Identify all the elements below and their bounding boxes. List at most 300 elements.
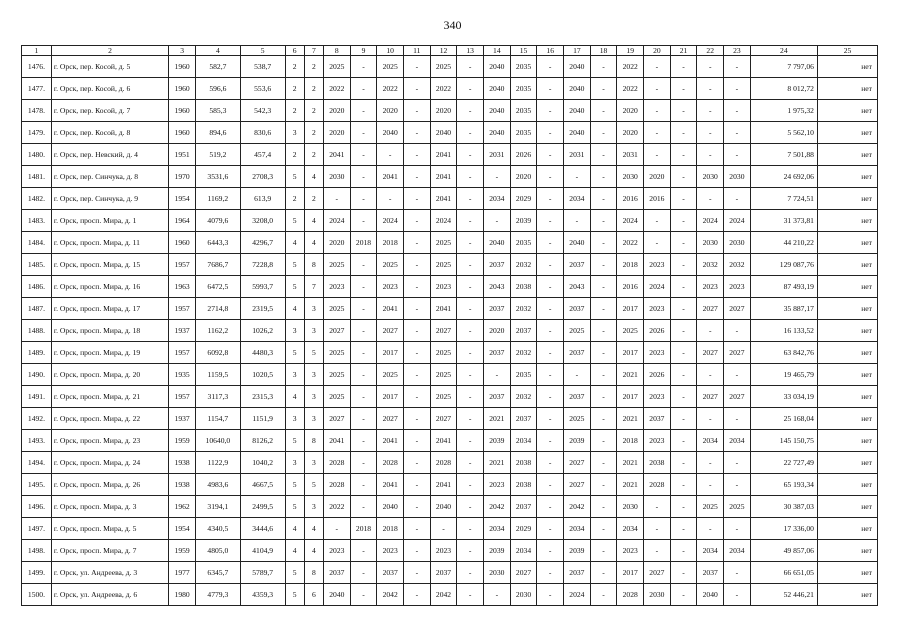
table-cell: 2018	[350, 518, 377, 540]
table-cell: нет	[817, 408, 877, 430]
table-cell: 2029	[510, 188, 537, 210]
table-cell: -	[697, 122, 724, 144]
address-cell: г. Орск, просп. Мира, д. 15	[51, 254, 168, 276]
table-cell: 538,7	[240, 56, 285, 78]
table-cell: 2037	[510, 320, 537, 342]
table-cell: 2042	[484, 496, 511, 518]
table-cell: 2031	[617, 144, 644, 166]
table-cell: -	[590, 298, 617, 320]
table-row	[22, 342, 878, 364]
table-cell: 2025	[323, 386, 350, 408]
row-number-cell: 1495.	[22, 474, 52, 496]
table-row	[22, 232, 878, 254]
table-cell: -	[697, 78, 724, 100]
column-header-23: 23	[724, 46, 751, 56]
table-cell: 2040	[484, 100, 511, 122]
table-cell: нет	[817, 496, 877, 518]
table-cell: 3	[285, 364, 304, 386]
table-cell: 2018	[617, 430, 644, 452]
table-cell: -	[697, 144, 724, 166]
table-cell: 2499,5	[240, 496, 285, 518]
table-cell: -	[724, 56, 751, 78]
table-cell: 2016	[644, 188, 671, 210]
table-cell: -	[350, 452, 377, 474]
table-cell: 3	[304, 320, 323, 342]
table-cell: -	[724, 188, 751, 210]
table-cell: -	[350, 364, 377, 386]
table-row	[22, 452, 878, 474]
table-cell: 2025	[377, 56, 404, 78]
table-cell: -	[537, 364, 564, 386]
table-cell: 2022	[617, 78, 644, 100]
table-cell: 2020	[510, 166, 537, 188]
table-cell: 2037	[484, 386, 511, 408]
table-cell: 2023	[644, 298, 671, 320]
table-cell: 35 887,17	[750, 298, 817, 320]
table-cell: 2041	[430, 166, 457, 188]
table-cell: 2708,3	[240, 166, 285, 188]
table-cell: 129 087,76	[750, 254, 817, 276]
table-cell: 2029	[510, 518, 537, 540]
table-cell: -	[350, 254, 377, 276]
table-cell: 2030	[724, 166, 751, 188]
table-cell: 2017	[377, 342, 404, 364]
table-cell: 2040	[564, 56, 591, 78]
table-cell: 596,6	[195, 78, 240, 100]
table-cell: -	[404, 188, 431, 210]
column-header-7: 7	[304, 46, 323, 56]
table-cell: -	[350, 584, 377, 606]
table-cell: 2018	[377, 518, 404, 540]
table-cell: -	[457, 144, 484, 166]
table-cell: 8	[304, 254, 323, 276]
table-cell: 2025	[377, 364, 404, 386]
table-cell: 2027	[697, 298, 724, 320]
table-cell: -	[670, 232, 697, 254]
table-cell: -	[564, 210, 591, 232]
table-cell: -	[724, 408, 751, 430]
table-cell: 2034	[510, 430, 537, 452]
table-cell: -	[537, 386, 564, 408]
table-cell: 2040	[323, 584, 350, 606]
table-cell: 2037	[564, 386, 591, 408]
table-cell: -	[670, 518, 697, 540]
housing-table	[21, 45, 878, 606]
table-cell: 2021	[617, 452, 644, 474]
table-cell: -	[484, 584, 511, 606]
header-row	[22, 46, 878, 56]
table-cell: -	[350, 122, 377, 144]
column-header-3: 3	[169, 46, 196, 56]
table-cell: 2040	[484, 56, 511, 78]
table-cell: нет	[817, 584, 877, 606]
table-cell: -	[404, 78, 431, 100]
table-cell: 2017	[617, 386, 644, 408]
table-cell: -	[537, 78, 564, 100]
table-cell: 33 034,19	[750, 386, 817, 408]
table-cell: -	[537, 496, 564, 518]
address-cell: г. Орск, просп. Мира, д. 5	[51, 518, 168, 540]
address-cell: г. Орск, просп. Мира, д. 11	[51, 232, 168, 254]
table-cell: -	[590, 430, 617, 452]
row-number-cell: 1483.	[22, 210, 52, 232]
table-cell: нет	[817, 540, 877, 562]
table-cell: -	[350, 408, 377, 430]
table-cell: -	[670, 78, 697, 100]
table-cell: -	[590, 232, 617, 254]
table-cell: 2037	[564, 254, 591, 276]
table-row	[22, 56, 878, 78]
table-cell: нет	[817, 188, 877, 210]
table-cell: -	[457, 386, 484, 408]
table-cell: 3	[285, 408, 304, 430]
table-cell: 553,6	[240, 78, 285, 100]
address-cell: г. Орск, просп. Мира, д. 7	[51, 540, 168, 562]
table-cell: -	[670, 540, 697, 562]
table-cell: -	[404, 540, 431, 562]
table-cell: 2025	[323, 364, 350, 386]
table-cell: 1980	[169, 584, 196, 606]
table-cell: 7228,8	[240, 254, 285, 276]
table-cell: -	[670, 254, 697, 276]
table-row	[22, 562, 878, 584]
table-cell: 2026	[510, 144, 537, 166]
table-cell: 2020	[323, 122, 350, 144]
table-cell: 2037	[430, 562, 457, 584]
table-cell: 2023	[430, 276, 457, 298]
table-cell: 2030	[644, 584, 671, 606]
table-cell: -	[350, 540, 377, 562]
table-cell: -	[697, 408, 724, 430]
table-cell: 2020	[617, 100, 644, 122]
table-cell: 5	[285, 210, 304, 232]
table-cell: -	[537, 430, 564, 452]
table-cell: 2025	[323, 254, 350, 276]
table-row	[22, 122, 878, 144]
table-cell: 1935	[169, 364, 196, 386]
column-header-5: 5	[240, 46, 285, 56]
table-cell: -	[457, 496, 484, 518]
table-cell: -	[404, 496, 431, 518]
table-row	[22, 254, 878, 276]
table-cell: 31 373,81	[750, 210, 817, 232]
table-cell: 3208,0	[240, 210, 285, 232]
table-cell: 2035	[510, 122, 537, 144]
table-cell: нет	[817, 320, 877, 342]
table-cell: 2	[304, 78, 323, 100]
table-cell: 2023	[617, 540, 644, 562]
table-cell: 1026,2	[240, 320, 285, 342]
table-cell: 16 133,52	[750, 320, 817, 342]
table-cell: нет	[817, 562, 877, 584]
table-cell: -	[537, 100, 564, 122]
table-cell: 8126,2	[240, 430, 285, 452]
row-number-cell: 1489.	[22, 342, 52, 364]
table-cell: 1159,5	[195, 364, 240, 386]
table-cell: 49 857,06	[750, 540, 817, 562]
table-cell: 2040	[430, 122, 457, 144]
table-cell: 24 692,06	[750, 166, 817, 188]
table-cell: 2034	[697, 540, 724, 562]
table-body	[22, 56, 878, 606]
address-cell: г. Орск, пер. Косой, д. 8	[51, 122, 168, 144]
table-cell: 2021	[617, 474, 644, 496]
table-cell: -	[590, 188, 617, 210]
table-cell: 2040	[377, 122, 404, 144]
table-cell: -	[350, 342, 377, 364]
table-cell: -	[564, 364, 591, 386]
table-cell: 6	[304, 584, 323, 606]
table-cell: 4	[285, 298, 304, 320]
table-cell: -	[590, 210, 617, 232]
table-cell: 2037	[323, 562, 350, 584]
table-cell: 4667,5	[240, 474, 285, 496]
table-cell: 2027	[644, 562, 671, 584]
table-cell: 2025	[430, 342, 457, 364]
table-cell: 3	[304, 386, 323, 408]
address-cell: г. Орск, просп. Мира, д. 26	[51, 474, 168, 496]
table-cell: 2041	[430, 144, 457, 166]
table-cell: 2024	[430, 210, 457, 232]
table-cell: -	[644, 144, 671, 166]
table-cell: -	[537, 474, 564, 496]
table-cell: -	[670, 474, 697, 496]
table-cell: 2028	[644, 474, 671, 496]
table-cell: 7 724,51	[750, 188, 817, 210]
table-cell: 2041	[430, 474, 457, 496]
table-cell: -	[537, 518, 564, 540]
table-cell: 613,9	[240, 188, 285, 210]
table-cell: 2031	[484, 144, 511, 166]
table-cell: нет	[817, 56, 877, 78]
table-cell: -	[457, 298, 484, 320]
table-cell: 2025	[323, 298, 350, 320]
table-cell: -	[670, 342, 697, 364]
table-row	[22, 298, 878, 320]
table-cell: 1970	[169, 166, 196, 188]
table-cell: -	[697, 56, 724, 78]
table-cell: 1154,7	[195, 408, 240, 430]
table-cell: -	[697, 474, 724, 496]
table-cell: 2032	[510, 254, 537, 276]
table-cell: 1960	[169, 100, 196, 122]
table-cell: -	[457, 430, 484, 452]
table-cell: 2039	[484, 540, 511, 562]
table-cell: 2035	[510, 78, 537, 100]
table-cell: -	[404, 100, 431, 122]
table-cell: -	[404, 364, 431, 386]
table-cell: 2022	[323, 496, 350, 518]
table-cell: 5	[285, 430, 304, 452]
table-cell: 1957	[169, 254, 196, 276]
table-cell: 2041	[377, 166, 404, 188]
column-header-25: 25	[817, 46, 877, 56]
table-cell: 2038	[510, 276, 537, 298]
table-cell: -	[350, 474, 377, 496]
table-cell: -	[350, 100, 377, 122]
table-cell: 2016	[617, 188, 644, 210]
table-cell: 2023	[323, 540, 350, 562]
table-cell: 5	[285, 342, 304, 364]
table-cell: 2024	[617, 210, 644, 232]
table-cell: -	[644, 210, 671, 232]
table-cell: 1959	[169, 540, 196, 562]
table-cell: 2030	[617, 496, 644, 518]
table-cell: 2027	[724, 386, 751, 408]
column-header-11: 11	[404, 46, 431, 56]
table-cell: 2039	[484, 430, 511, 452]
table-cell: 2038	[644, 452, 671, 474]
table-cell: -	[537, 562, 564, 584]
table-cell: 2025	[724, 496, 751, 518]
table-cell: 4	[304, 232, 323, 254]
table-cell: 4983,6	[195, 474, 240, 496]
table-cell: 2034	[564, 518, 591, 540]
table-cell: 2	[285, 78, 304, 100]
table-cell: 5	[285, 562, 304, 584]
table-cell: 5993,7	[240, 276, 285, 298]
table-cell: 2023	[377, 276, 404, 298]
table-cell: 30 387,03	[750, 496, 817, 518]
table-cell: 2022	[617, 56, 644, 78]
table-cell: -	[484, 364, 511, 386]
table-cell: 22 727,49	[750, 452, 817, 474]
table-cell: 2041	[430, 298, 457, 320]
table-cell: -	[457, 166, 484, 188]
table-cell: 457,4	[240, 144, 285, 166]
table-cell: -	[670, 386, 697, 408]
table-cell: 3	[285, 452, 304, 474]
table-cell: 2025	[697, 496, 724, 518]
table-cell: 2032	[510, 298, 537, 320]
table-cell: 2027	[377, 408, 404, 430]
table-cell: -	[697, 452, 724, 474]
table-cell: 5 562,10	[750, 122, 817, 144]
address-cell: г. Орск, пер. Синчука, д. 8	[51, 166, 168, 188]
page-number: 340	[443, 18, 462, 32]
table-cell: 2040	[484, 232, 511, 254]
table-cell: 2027	[697, 342, 724, 364]
column-header-16: 16	[537, 46, 564, 56]
table-cell: 2025	[377, 254, 404, 276]
table-cell: 17 336,00	[750, 518, 817, 540]
table-cell: 2	[304, 122, 323, 144]
table-cell: 2035	[510, 100, 537, 122]
table-cell: 585,3	[195, 100, 240, 122]
table-cell: 2028	[323, 474, 350, 496]
table-cell: 8	[304, 430, 323, 452]
table-cell: 1960	[169, 78, 196, 100]
table-cell: -	[457, 452, 484, 474]
table-cell: 2028	[430, 452, 457, 474]
table-row	[22, 364, 878, 386]
table-cell: 2714,8	[195, 298, 240, 320]
table-cell: 4296,7	[240, 232, 285, 254]
table-row	[22, 386, 878, 408]
table-cell: 2028	[323, 452, 350, 474]
row-number-cell: 1484.	[22, 232, 52, 254]
table-cell: -	[590, 584, 617, 606]
table-cell: 2034	[724, 430, 751, 452]
table-cell: -	[350, 144, 377, 166]
table-cell: -	[697, 100, 724, 122]
table-cell: 3531,6	[195, 166, 240, 188]
table-cell: 4805,0	[195, 540, 240, 562]
table-cell: нет	[817, 364, 877, 386]
table-cell: нет	[817, 254, 877, 276]
table-cell: 2037	[510, 496, 537, 518]
table-cell: 1960	[169, 56, 196, 78]
table-cell: -	[537, 210, 564, 232]
table-row	[22, 100, 878, 122]
table-cell: 2020	[484, 320, 511, 342]
table-cell: -	[350, 56, 377, 78]
table-cell: 2037	[697, 562, 724, 584]
table-cell: -	[590, 122, 617, 144]
table-cell: 2027	[564, 474, 591, 496]
table-cell: 4104,9	[240, 540, 285, 562]
table-cell: 2023	[323, 276, 350, 298]
table-cell: 2023	[644, 342, 671, 364]
table-cell: -	[590, 386, 617, 408]
table-cell: -	[590, 254, 617, 276]
table-cell: -	[457, 100, 484, 122]
table-cell: 2040	[484, 122, 511, 144]
table-cell: -	[697, 364, 724, 386]
table-cell: 2034	[617, 518, 644, 540]
table-cell: 2042	[430, 584, 457, 606]
row-number-cell: 1490.	[22, 364, 52, 386]
table-cell: 2035	[510, 56, 537, 78]
table-cell: 2021	[484, 452, 511, 474]
table-cell: 2028	[617, 584, 644, 606]
table-cell: -	[537, 584, 564, 606]
column-header-21: 21	[670, 46, 697, 56]
table-cell: 2024	[724, 210, 751, 232]
table-cell: 5	[285, 254, 304, 276]
table-cell: 1937	[169, 320, 196, 342]
table-cell: нет	[817, 276, 877, 298]
address-cell: г. Орск, просп. Мира, д. 20	[51, 364, 168, 386]
table-cell: 2020	[323, 232, 350, 254]
column-header-20: 20	[644, 46, 671, 56]
column-header-13: 13	[457, 46, 484, 56]
table-cell: 1951	[169, 144, 196, 166]
table-cell: -	[457, 518, 484, 540]
table-cell: -	[697, 518, 724, 540]
table-cell: 3	[304, 452, 323, 474]
table-cell: 4	[304, 518, 323, 540]
table-cell: 2	[285, 100, 304, 122]
table-cell: 2030	[697, 232, 724, 254]
row-number-cell: 1480.	[22, 144, 52, 166]
table-cell: 2037	[484, 342, 511, 364]
table-cell: -	[724, 364, 751, 386]
table-cell: -	[537, 452, 564, 474]
table-cell: 1 975,32	[750, 100, 817, 122]
table-cell: 2034	[510, 540, 537, 562]
table-cell: -	[644, 540, 671, 562]
table-cell: 519,2	[195, 144, 240, 166]
row-number-cell: 1493.	[22, 430, 52, 452]
table-cell: -	[377, 188, 404, 210]
table-cell: 2030	[724, 232, 751, 254]
table-cell: 7	[304, 276, 323, 298]
table-cell: 1957	[169, 298, 196, 320]
table-cell: -	[644, 100, 671, 122]
table-cell: 5	[285, 474, 304, 496]
table-cell: 1938	[169, 474, 196, 496]
